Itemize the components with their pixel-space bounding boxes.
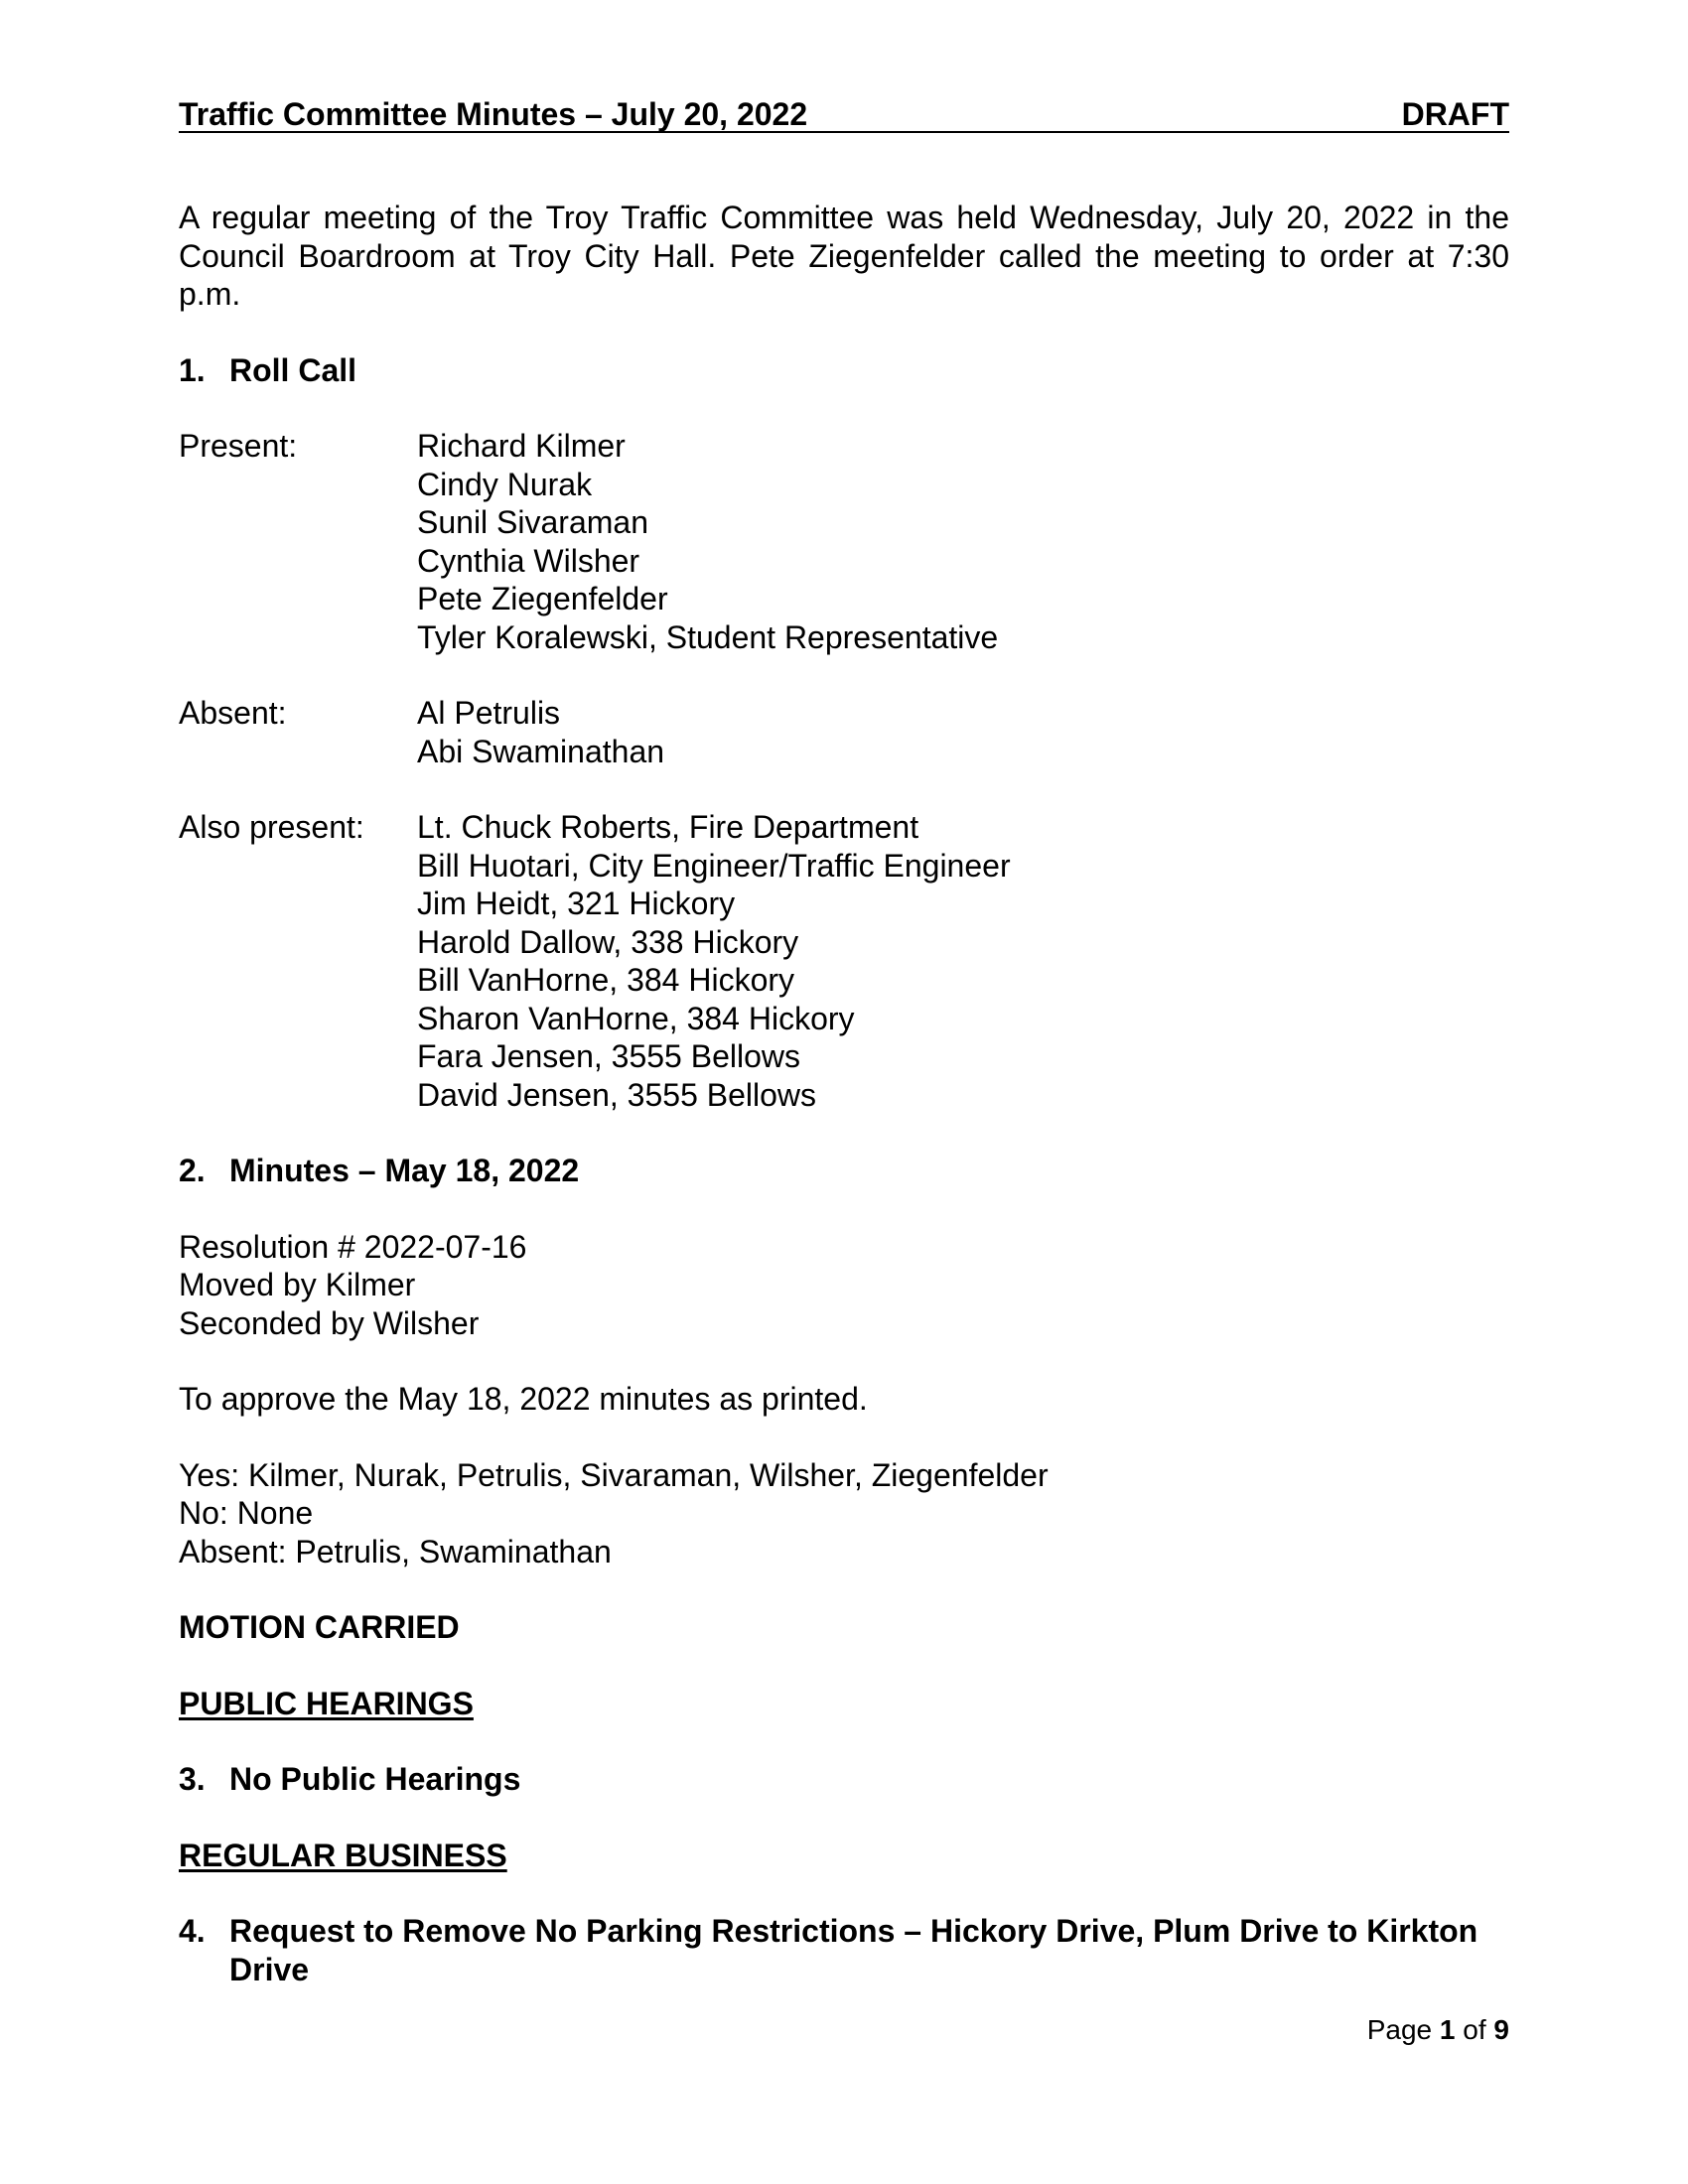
resolution-number: Resolution # 2022-07-16 — [179, 1228, 527, 1265]
also-present-name: Bill Huotari, City Engineer/Traffic Engineer — [417, 847, 1011, 884]
section-title: No Public Hearings — [229, 1761, 521, 1797]
moved-by: Moved by Kilmer — [179, 1267, 416, 1302]
vote-no-names: None — [236, 1495, 314, 1531]
section-title: Minutes – May 18, 2022 — [229, 1153, 580, 1188]
vote-block — [179, 1456, 1509, 1571]
section-roll-call-heading — [179, 351, 1509, 390]
present-names — [417, 427, 1509, 656]
motion-result: MOTION CARRIED — [179, 1609, 460, 1645]
also-present-label: Also present: — [179, 809, 364, 845]
page-footer — [1367, 2011, 1509, 2050]
also-present-name: Bill VanHorne, 384 Hickory — [417, 962, 795, 998]
section-parking-request-heading — [179, 1912, 1509, 1988]
vote-absent-row — [179, 1533, 1509, 1571]
vote-yes-row — [179, 1456, 1509, 1495]
section-title: Roll Call — [229, 351, 357, 388]
present-list — [179, 427, 1509, 656]
present-name: Richard Kilmer — [417, 428, 626, 464]
also-present-name: Lt. Chuck Roberts, Fire Department — [417, 809, 919, 845]
section-minutes-heading — [179, 1152, 1509, 1190]
vote-yes-label: Yes: — [179, 1456, 240, 1493]
vote-no-row — [179, 1494, 1509, 1533]
section-title: Request to Remove No Parking Restrictions – Hickory Drive, Plum Drive to Kirkton Drive — [229, 1913, 1478, 1987]
absent-name: Al Petrulis — [417, 695, 561, 731]
draft-label: DRAFT — [1401, 96, 1509, 132]
also-present-name: Sharon VanHorne, 384 Hickory — [417, 1000, 855, 1036]
absent-label: Absent: — [179, 695, 287, 731]
document-title: Traffic Committee Minutes – July 20, 2022 — [179, 96, 808, 132]
section-number: 1. — [179, 351, 206, 388]
present-name: Sunil Sivaraman — [417, 504, 648, 540]
regular-business-heading: REGULAR BUSINESS — [179, 1837, 507, 1873]
also-present-name: Harold Dallow, 338 Hickory — [417, 923, 799, 960]
document-page — [179, 97, 1509, 1988]
section-number: 3. — [179, 1761, 206, 1797]
present-name: Cynthia Wilsher — [417, 542, 640, 579]
also-present-name: Jim Heidt, 321 Hickory — [417, 886, 736, 921]
resolution-block — [179, 1228, 1509, 1343]
vote-no-label: No: — [179, 1495, 228, 1531]
page-label: Page — [1366, 2014, 1433, 2045]
section-public-hearings-heading — [179, 1760, 1509, 1799]
also-present-list — [179, 808, 1509, 1114]
present-name: Pete Ziegenfelder — [417, 581, 668, 616]
page-total: 9 — [1493, 2014, 1509, 2045]
intro-paragraph: A regular meeting of the Troy Traffic Committee was held Wednesday, July 20, 2022 in the Council Boardroom at Troy City Hall. Pete Ziegenfelder called the meeting to order at 7:30 p.m. — [179, 200, 1509, 312]
absent-list — [179, 694, 1509, 770]
also-present-names — [417, 808, 1509, 1114]
vote-yes-names: Kilmer, Nurak, Petrulis, Sivaraman, Wilsher, Ziegenfelder — [247, 1456, 1049, 1493]
absent-names — [417, 694, 1509, 770]
seconded-by: Seconded by Wilsher — [179, 1304, 480, 1341]
vote-absent-label: Absent: — [179, 1533, 287, 1570]
vote-absent-names: Petrulis, Swaminathan — [295, 1533, 612, 1570]
page-current: 1 — [1439, 2014, 1456, 2045]
section-number: 4. — [179, 1913, 206, 1949]
absent-name: Abi Swaminathan — [417, 733, 665, 769]
motion-text: To approve the May 18, 2022 minutes as printed. — [179, 1381, 868, 1417]
document-header — [179, 97, 1509, 133]
also-present-name: David Jensen, 3555 Bellows — [417, 1076, 817, 1113]
public-hearings-heading: PUBLIC HEARINGS — [179, 1685, 474, 1721]
present-name: Tyler Koralewski, Student Representative — [417, 618, 999, 655]
present-name: Cindy Nurak — [417, 466, 593, 502]
section-number: 2. — [179, 1153, 206, 1188]
of-label: of — [1463, 2014, 1486, 2045]
present-label: Present: — [179, 428, 298, 464]
also-present-name: Fara Jensen, 3555 Bellows — [417, 1038, 800, 1074]
